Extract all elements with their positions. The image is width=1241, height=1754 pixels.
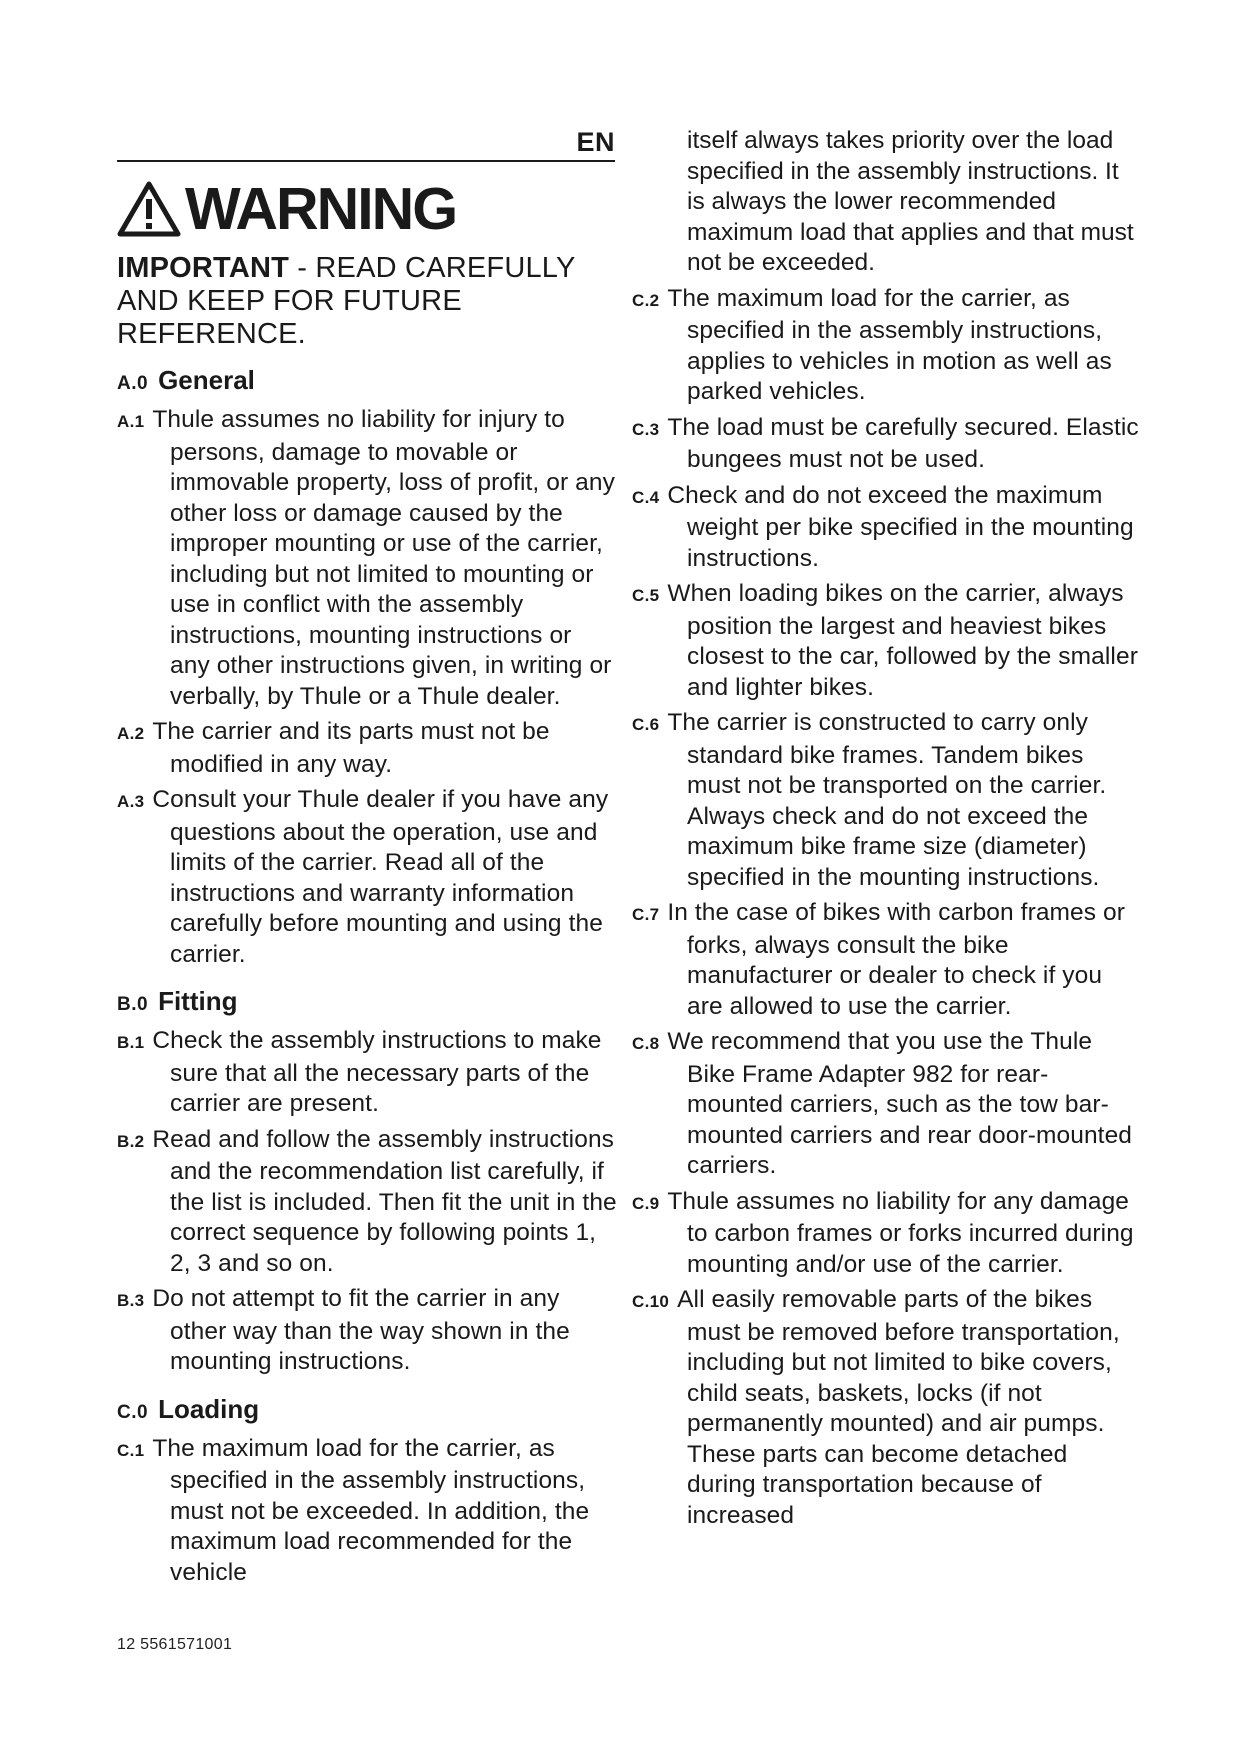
item-text: Read and follow the assembly instructions and the recommendation list carefully, if the list is included. Then fit the unit in the correct sequence by following points 1, 2, 3 and so on. — [152, 1125, 617, 1277]
item-text: In the case of bikes with carbon frames or forks, always consult the bike manufacturer or dealer to check if you are allowed to use the carrier. — [667, 899, 1126, 1020]
item-text: The maximum load for the carrier, as specified in the assembly instructions, must not be exceeded. In addition, the maximum load recommended for the vehicle — [152, 1434, 590, 1586]
list-item — [117, 1434, 617, 1589]
item-code: C.5 — [632, 586, 660, 605]
section-name: Loading — [158, 1393, 260, 1424]
list-item — [632, 1285, 1140, 1531]
list-item — [117, 1026, 617, 1120]
item-code: A.2 — [117, 724, 145, 743]
item-code: A.1 — [117, 412, 145, 431]
right-column — [632, 126, 1140, 1536]
warning-title: WARNING — [185, 175, 457, 242]
list-item — [117, 405, 617, 712]
item-code: A.3 — [117, 792, 145, 811]
item-text: Do not attempt to fit the carrier in any other way than the way shown in the mounting instructions. — [152, 1285, 570, 1375]
item-text: The carrier and its parts must not be modified in any way. — [152, 718, 550, 778]
list-item — [632, 284, 1140, 408]
list-item — [632, 1027, 1140, 1182]
list-item — [632, 1187, 1140, 1281]
important-text: - READ CAREFULLY AND KEEP FOR FUTURE REFERENCE. — [117, 252, 575, 350]
page-number: 12 — [117, 1636, 136, 1653]
list-item-continuation: itself always takes priority over the load specified in the assembly instructions. It is always the lower recommended maximum load that applies and that must not be exceeded. — [687, 127, 1134, 276]
language-header — [117, 120, 615, 162]
important-notice — [117, 252, 617, 351]
item-text: The maximum load for the carrier, as specified in the assembly instructions, applies to vehicles in motion as well as parked vehicles. — [667, 284, 1112, 405]
item-code: B.3 — [117, 1291, 145, 1310]
item-code: C.3 — [632, 419, 660, 439]
warning-triangle-icon — [117, 181, 181, 237]
list-item — [632, 898, 1140, 1022]
list-item — [117, 717, 617, 780]
item-code: C.9 — [632, 1193, 660, 1213]
section-title-loading — [117, 1394, 617, 1428]
list-item — [632, 413, 1140, 476]
item-code: C.2 — [632, 290, 660, 310]
item-text: All easily removable parts of the bikes must be removed before transportation, including but not limited to bike covers, child seats, baskets, locks (if not permanently mounted) and air pumps. These parts can become detached during transportation because of increased — [677, 1286, 1120, 1529]
item-code: C.10 — [632, 1292, 670, 1311]
section-name: General — [158, 365, 255, 395]
list-item — [117, 1284, 617, 1378]
item-text: When loading bikes on the carrier, always position the largest and heaviest bikes closest to the car, followed by the smaller and lighter bikes. — [667, 580, 1138, 701]
list-item — [632, 579, 1140, 703]
item-text: Thule assumes no liability for injury to persons, damage to movable or immovable property, loss of profit, or any other loss or damage caused by the improper mounting or use of the carrier, including but not limited to mounting or use in conflict with the assembly instructions, mounting instructions or any other instructions given, in writing or verbally, by Thule or a Thule dealer. — [152, 406, 615, 710]
section-name: Fitting — [158, 986, 238, 1016]
list-item — [117, 785, 617, 970]
section-title-fitting — [117, 986, 617, 1020]
item-code: B.2 — [117, 1131, 145, 1151]
important-label: IMPORTANT — [117, 252, 290, 284]
item-text: The load must be carefully secured. Elastic bungees must not be used. — [667, 413, 1139, 473]
list-item — [117, 1125, 617, 1280]
language-code: EN — [576, 127, 615, 157]
section-title-general — [117, 365, 617, 399]
list-item — [632, 481, 1140, 575]
item-code: C.8 — [632, 1034, 660, 1053]
section-code: A.0 — [117, 373, 149, 394]
warning-heading — [117, 175, 617, 242]
left-column — [117, 120, 617, 1593]
section-code: B.0 — [117, 994, 149, 1015]
item-text: We recommend that you use the Thule Bike Frame Adapter 982 for rear-mounted carriers, such as the tow bar-mounted carriers and rear door-mounted carriers. — [667, 1028, 1133, 1179]
item-text: Thule assumes no liability for any damage to carbon frames or forks incurred during mounting and/or use of the carrier. — [667, 1187, 1134, 1278]
list-item — [632, 708, 1140, 893]
item-text: Check and do not exceed the maximum weight per bike specified in the mounting instructions. — [667, 481, 1134, 572]
item-code: C.4 — [632, 487, 660, 507]
item-text: Consult your Thule dealer if you have any questions about the operation, use and limits of the carrier. Read all of the instructions and warranty information carefully before mounting and using the carrier. — [152, 786, 609, 968]
section-code: C.0 — [117, 1401, 149, 1423]
item-text: Check the assembly instructions to make sure that all the necessary parts of the carrier are present. — [152, 1027, 602, 1117]
item-code: C.1 — [117, 1440, 145, 1460]
item-code: C.7 — [632, 905, 660, 924]
item-text: The carrier is constructed to carry only standard bike frames. Tandem bikes must not be transported on the carrier. Always check and do not exceed the maximum bike frame size (diameter) specified in the mounting instructions. — [667, 709, 1107, 891]
page-footer — [117, 1636, 232, 1654]
item-code: C.6 — [632, 715, 660, 734]
document-number: 5561571001 — [140, 1636, 233, 1653]
item-code: B.1 — [117, 1033, 145, 1052]
